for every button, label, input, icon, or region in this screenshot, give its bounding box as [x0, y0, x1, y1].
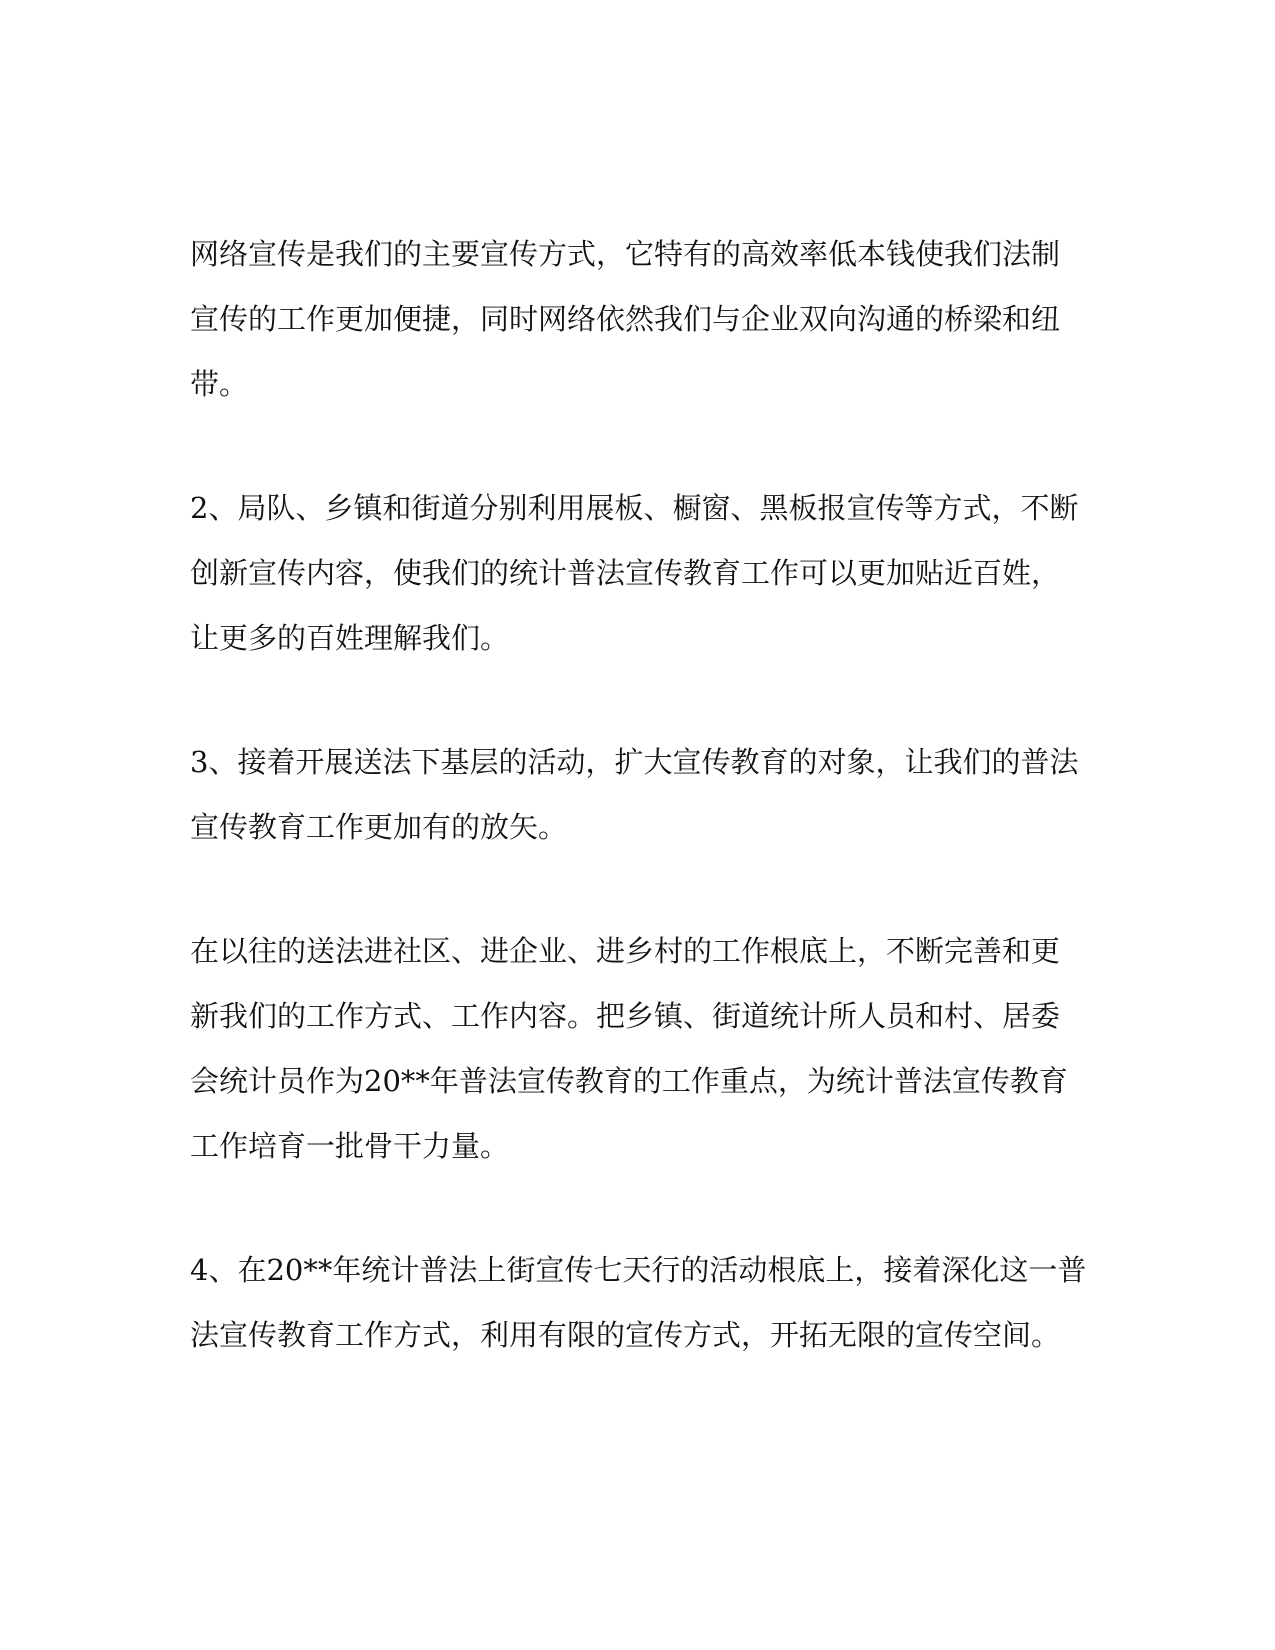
paragraph-item-4: [190, 1238, 1090, 1368]
paragraph-line: 3、接着开展送法下基层的活动，扩大宣传教育的对象，让我们的普法: [190, 745, 1079, 779]
paragraph-grassroots-work: [190, 919, 1090, 1179]
paragraph-line: 网络宣传是我们的主要宣传方式，它特有的高效率低本钱使我们法制: [190, 237, 1061, 271]
document-body: [190, 222, 1090, 1427]
paragraph-item-2: [190, 476, 1090, 671]
paragraph-line: 工作培育一批骨干力量。: [190, 1129, 510, 1163]
paragraph-line: 新我们的工作方式、工作内容。把乡镇、街道统计所人员和村、居委: [190, 999, 1061, 1033]
paragraph-line: 创新宣传内容，使我们的统计普法宣传教育工作可以更加贴近百姓，: [190, 556, 1061, 590]
paragraph-line: 在以往的送法进社区、进企业、进乡村的工作根底上，不断完善和更: [190, 934, 1061, 968]
paragraph-line: 2、局队、乡镇和街道分别利用展板、橱窗、黑板报宣传等方式，不断: [190, 491, 1079, 525]
paragraph-line: 宣传教育工作更加有的放矢。: [190, 810, 568, 844]
paragraph-line: 法宣传教育工作方式，利用有限的宣传方式，开拓无限的宣传空间。: [190, 1318, 1061, 1352]
paragraph-line: 带。: [190, 367, 249, 401]
paragraph-network-publicity: [190, 222, 1090, 417]
paragraph-line: 会统计员作为20**年普法宣传教育的工作重点，为统计普法宣传教育: [190, 1064, 1068, 1098]
paragraph-item-3: [190, 730, 1090, 860]
paragraph-line: 让更多的百姓理解我们。: [190, 621, 510, 655]
paragraph-line: 宣传的工作更加便捷，同时网络依然我们与企业双向沟通的桥梁和纽: [190, 302, 1061, 336]
paragraph-line: 4、在20**年统计普法上街宣传七天行的活动根底上，接着深化这一普: [190, 1253, 1087, 1287]
